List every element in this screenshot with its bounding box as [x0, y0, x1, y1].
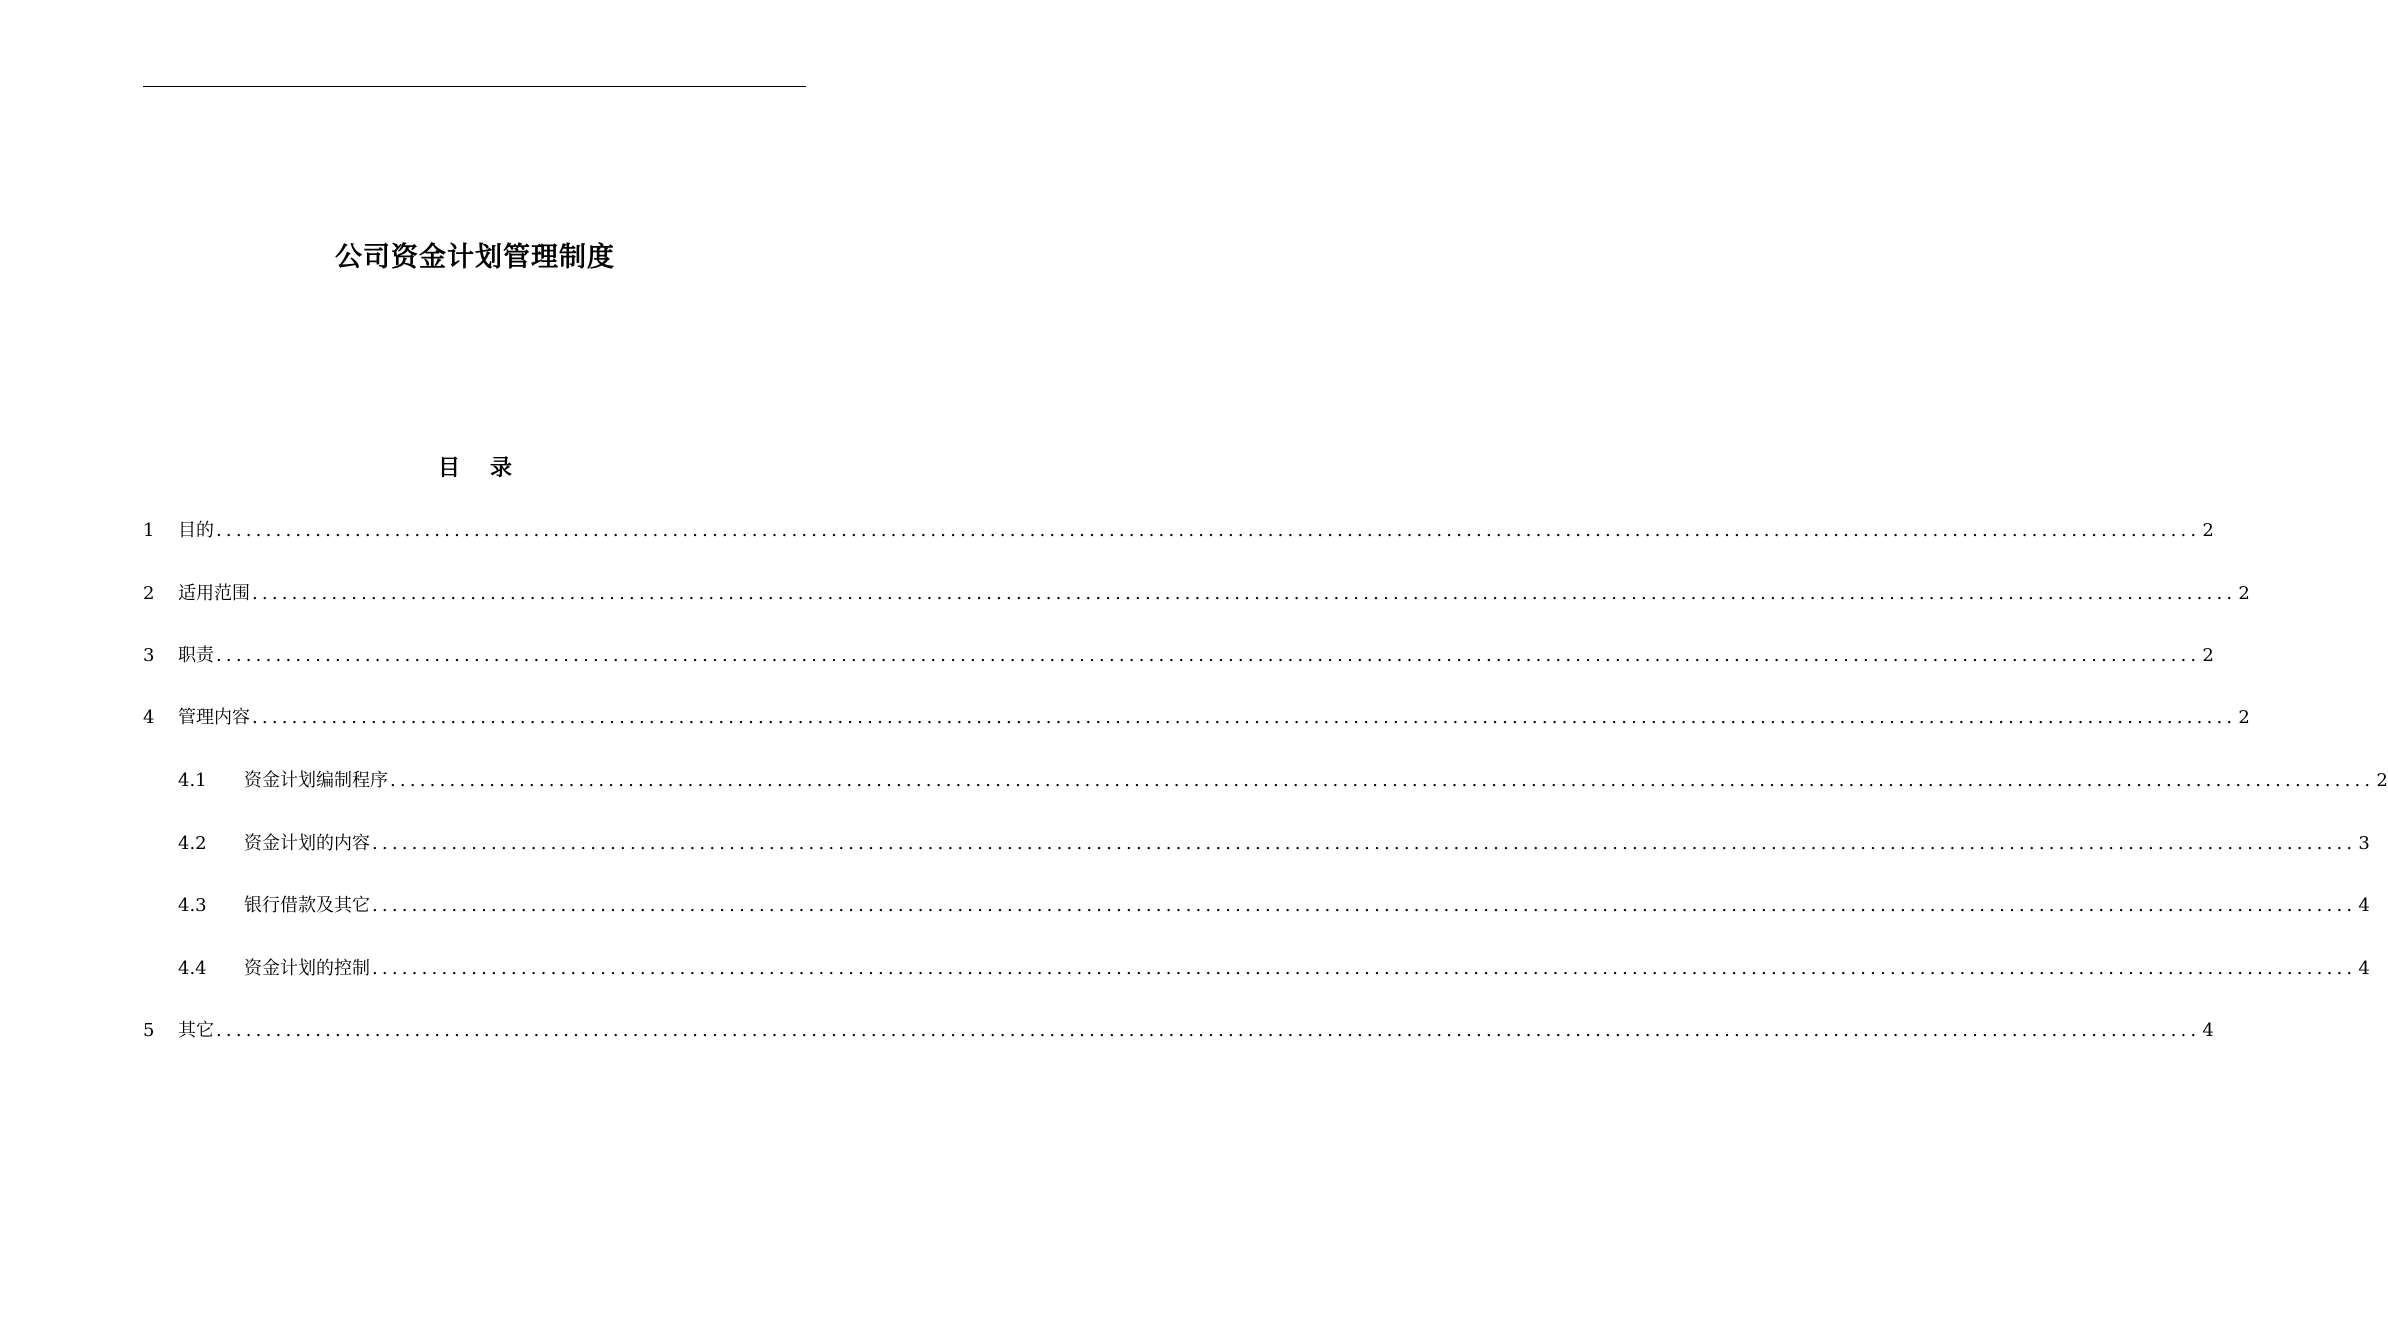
toc-entry[interactable]	[178, 767, 2388, 795]
toc-heading-right: 录	[490, 456, 513, 481]
toc-entry-label: 银行借款及其它	[244, 895, 370, 916]
toc-entry-page: 2	[2238, 707, 2250, 728]
toc-dot-leader: ........................................................................................................................................................................................................	[216, 1020, 2201, 1041]
toc-entry-label: 职责	[178, 645, 214, 666]
toc-dot-leader: ........................................................................................................................................................................................................	[252, 707, 2237, 728]
toc-entry-label: 资金计划的控制	[244, 958, 370, 979]
toc-entry[interactable]	[178, 955, 2370, 983]
toc-entry-number: 1	[143, 520, 155, 541]
toc-entry[interactable]	[143, 580, 2250, 608]
toc-dot-leader: ........................................................................................................................................................................................................	[372, 958, 2357, 979]
toc-entry[interactable]	[143, 1017, 2214, 1045]
toc-entry-number: 2	[143, 583, 155, 604]
toc-entry[interactable]	[143, 704, 2250, 732]
toc-entry[interactable]	[143, 642, 2214, 670]
toc-dot-leader: ........................................................................................................................................................................................................	[372, 833, 2357, 854]
toc-entry-page: 4	[2202, 1020, 2214, 1041]
toc-entry-label: 资金计划编制程序	[244, 770, 388, 791]
toc-entry-page: 4	[2358, 895, 2370, 916]
toc-dot-leader: ........................................................................................................................................................................................................	[216, 645, 2201, 666]
toc-entry-number: 4.4	[178, 958, 207, 979]
toc-entry-label: 适用范围	[178, 583, 250, 604]
toc-entry-label: 管理内容	[178, 707, 250, 728]
toc-entry[interactable]	[178, 892, 2370, 920]
toc-entry[interactable]	[178, 830, 2370, 858]
toc-dot-leader: ........................................................................................................................................................................................................	[216, 520, 2201, 541]
toc-heading-left: 目	[437, 456, 460, 481]
toc-entry-number: 4.2	[178, 833, 207, 854]
toc-entry[interactable]	[143, 517, 2214, 545]
toc-entry-label: 目的	[178, 520, 214, 541]
toc-entry-page: 2	[2376, 770, 2388, 791]
toc-dot-leader: ........................................................................................................................................................................................................	[390, 770, 2375, 791]
toc-dot-leader: ........................................................................................................................................................................................................	[372, 895, 2357, 916]
toc-entry-page: 2	[2202, 520, 2214, 541]
toc-entry-number: 4.3	[178, 895, 207, 916]
toc-entry-number: 4.1	[178, 770, 207, 791]
toc-entry-page: 3	[2358, 833, 2370, 854]
toc-entry-number: 3	[143, 645, 155, 666]
toc-entry-page: 2	[2238, 583, 2250, 604]
toc-dot-leader: ........................................................................................................................................................................................................	[252, 583, 2237, 604]
toc-entry-label: 资金计划的内容	[244, 833, 370, 854]
toc-entry-number: 5	[143, 1020, 155, 1041]
document-title: 公司资金计划管理制度	[335, 242, 615, 273]
toc-entry-number: 4	[143, 707, 155, 728]
toc-entry-page: 4	[2358, 958, 2370, 979]
toc-entry-page: 2	[2202, 645, 2214, 666]
toc-entry-label: 其它	[178, 1020, 214, 1041]
